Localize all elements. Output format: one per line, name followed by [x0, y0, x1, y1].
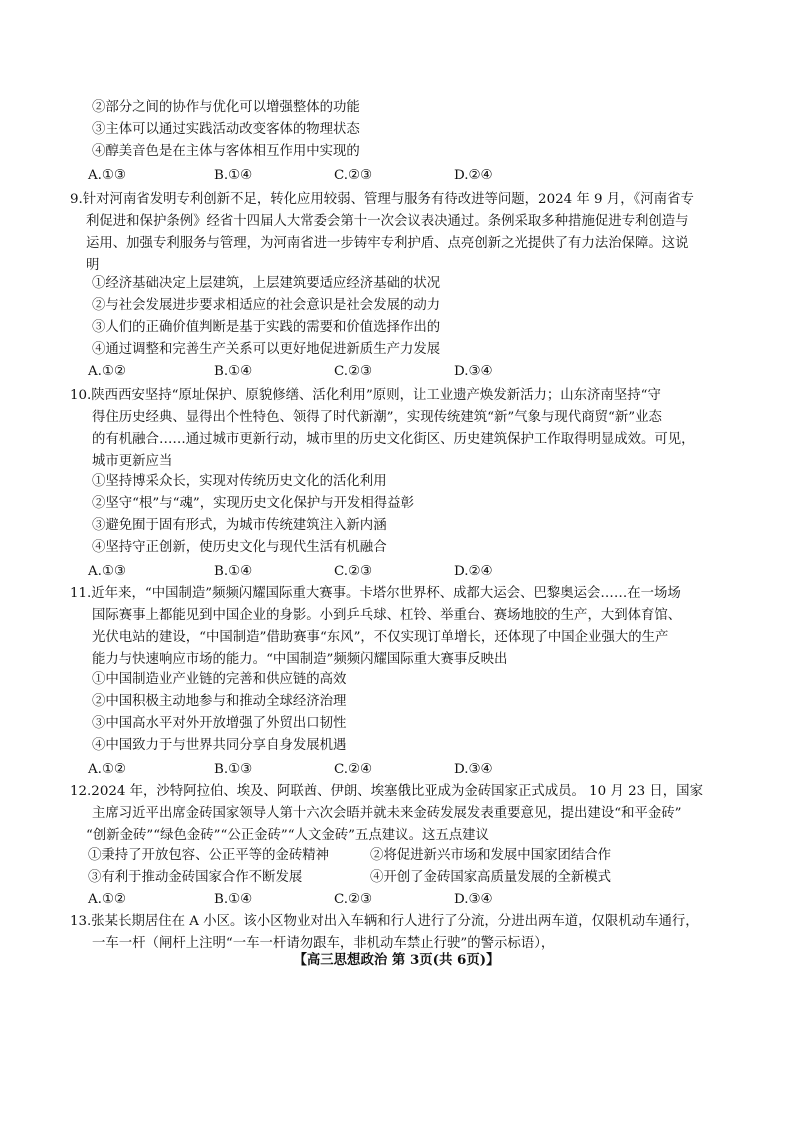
q11-statement-4: ④中国致力于与世界共同分享自身发展机遇 [92, 738, 347, 753]
q12-stem-line-3: “创新金砖”“绿色金砖”“公正金砖”“人文金砖”五点建议。这五点建议 [86, 828, 489, 843]
q10-stem-line-3: 的有机融合……通过城市更新行动，城市里的历史文化街区、历史建筑保护工作取得明显成效。可见， [92, 432, 695, 447]
q9-statement-1: ①经济基础决定上层建筑，上层建筑要适应经济基础的状况 [92, 276, 441, 291]
q12-statement-4: ④开创了金砖国家高质量发展的全新模式 [370, 870, 612, 885]
q9-statement-3: ③人们的正确价值判断是基于实践的需要和价值选择作出的 [92, 320, 441, 335]
q8-option-a: A.①③ [88, 168, 126, 183]
q10-option-a: A.①③ [88, 564, 126, 579]
q11-stem-line-2: 国际赛事上都能见到中国企业的身影。小到乒乓球、杠铃、举重台、赛场地胶的生产，大到体育馆、 [92, 608, 682, 623]
q10-stem-line-1: 10.陕西西安坚持“原址保护、原貌修缮、活化利用”原则，让工业遗产焕发新活力；山东济南坚持“守 [70, 388, 661, 403]
q12-option-b: B.①④ [214, 892, 253, 907]
q9-stem-line-1: 9.针对河南省发明专利创新不足，转化应用较弱、管理与服务有待改进等问题，2024 年 9 月，《河南省专 [70, 192, 694, 207]
q10-statement-2: ②坚守“根”与“魂”，实现历史文化保护与开发相得益彰 [92, 496, 414, 511]
q10-statement-1: ①坚持博采众长，实现对传统历史文化的活化利用 [92, 474, 387, 489]
q10-option-d: D.②④ [454, 564, 493, 579]
q9-stem-line-2: 利促进和保护条例》经省十四届人大常委会第十一次会议表决通过。条例采取多种措施促进专利创造与 [86, 214, 689, 229]
q9-option-d: D.③④ [454, 364, 493, 379]
q10-option-b: B.①④ [214, 564, 253, 579]
q8-statement-2: ②部分之间的协作与优化可以增强整体的功能 [92, 100, 360, 115]
q11-statement-3: ③中国高水平对外开放增强了外贸出口韧性 [92, 716, 347, 731]
q12-option-a: A.①② [88, 892, 126, 907]
q13-stem-line-2: 一车一杆（闸杆上注明“一车一杆请勿跟车，非机动车禁止行驶”的警示标语）， [92, 936, 555, 951]
q12-option-c: C.②③ [334, 892, 373, 907]
q11-statement-2: ②中国积极主动地参与和推动全球经济治理 [92, 694, 347, 709]
q12-option-d: D.③④ [454, 892, 493, 907]
q12-options [88, 890, 708, 910]
q9-stem-line-3: 运用、加强专利服务与管理，为河南省进一步铸牢专利护盾、点亮创新之光提供了有力法治保障。这说 [86, 236, 689, 251]
q10-statement-3: ③避免囿于固有形式，为城市传统建筑注入新内涵 [92, 518, 387, 533]
q9-statement-2: ②与社会发展进步要求相适应的社会意识是社会发展的动力 [92, 298, 441, 313]
q10-statement-4: ④坚持守正创新，使历史文化与现代生活有机融合 [92, 540, 387, 555]
q8-statement-4: ④醇美音色是在主体与客体相互作用中实现的 [92, 144, 360, 159]
q11-option-b: B.①③ [214, 762, 253, 777]
q10-option-c: C.②③ [334, 564, 373, 579]
q12-stem-line-2: 主席习近平出席金砖国家领导人第十六次会晤并就未来金砖发展发表重要意见，提出建设“和平金砖” [92, 806, 682, 821]
q11-stem-line-1: 11.近年来，“中国制造”频频闪耀国际重大赛事。卡塔尔世界杯、成都大运会、巴黎奥运会……在一场场 [70, 586, 681, 601]
q12-statement-2: ②将促进新兴市场和发展中国家团结合作 [370, 848, 612, 863]
q9-stem-line-4: 明 [86, 258, 100, 273]
q10-options [88, 562, 708, 582]
q8-option-d: D.②④ [454, 168, 493, 183]
q11-option-c: C.②④ [334, 762, 373, 777]
q9-statement-4: ④通过调整和完善生产关系可以更好地促进新质生产力发展 [92, 342, 441, 357]
page-footer: 【高三思想政治 第 3页(共 6页)】 [293, 952, 500, 968]
q8-options [88, 166, 708, 186]
q8-option-c: C.②③ [334, 168, 373, 183]
q8-option-b: B.①④ [214, 168, 253, 183]
q11-option-a: A.①② [88, 762, 126, 777]
q11-options [88, 760, 708, 780]
q11-statement-1: ①中国制造业产业链的完善和供应链的高效 [92, 672, 347, 687]
q13-stem-line-1: 13.张某长期居住在 A 小区。该小区物业对出入车辆和行人进行了分流，分进出两车道，仅限机动车通行， [70, 914, 699, 929]
q10-stem-line-4: 城市更新应当 [92, 454, 173, 469]
q9-option-a: A.①② [88, 364, 126, 379]
q10-stem-line-2: 得住历史经典、显得出个性特色、领得了时代新潮”，实现传统建筑“新”气象与现代商贸“新”业态 [92, 410, 662, 425]
q11-stem-line-3: 光伏电站的建设，“中国制造”借助赛事“东风”，不仅实现订单增长，还体现了中国企业强大的生产 [92, 630, 669, 645]
q12-statement-1: ①秉持了开放包容、公正平等的金砖精神 [88, 848, 330, 863]
q12-stem-line-1: 12.2024 年，沙特阿拉伯、埃及、阿联酋、伊朗、埃塞俄比亚成为金砖国家正式成员。 10 月 23 日，国家 [70, 784, 703, 799]
q9-option-c: C.②③ [334, 364, 373, 379]
q8-statement-3: ③主体可以通过实践活动改变客体的物理状态 [92, 122, 360, 137]
q12-statement-3: ③有利于推动金砖国家合作不断发展 [88, 870, 303, 885]
q11-stem-line-4: 能力与快速响应市场的能力。“中国制造”频频闪耀国际重大赛事反映出 [92, 652, 508, 667]
q9-option-b: B.①④ [214, 364, 253, 379]
q9-options [88, 362, 708, 382]
q11-option-d: D.③④ [454, 762, 493, 777]
